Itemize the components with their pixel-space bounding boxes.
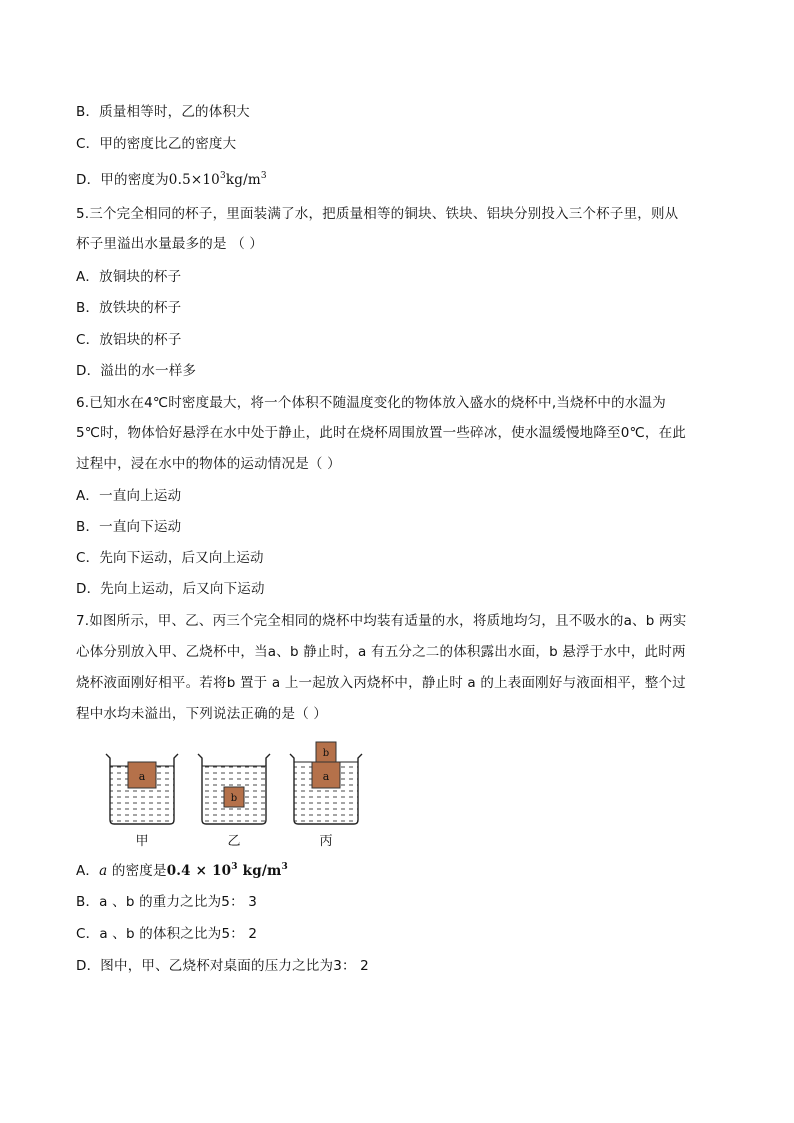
block-b-yi-label: b [230,793,238,804]
q5-stem-line2: 杯子里溢出水量最多的是 （ ） [76,236,264,252]
q7-option-d: D．图中，甲、乙烧杯对桌面的压力之比为3： 2 [76,958,369,974]
q7-stem-line2: 心体分别放入甲、乙烧杯中，当a、b 静止时，a 有五分之二的体积露出水面，b 悬浮于水中，此时两 [76,644,686,660]
q4-option-d [76,171,267,189]
label-jia: 甲 [135,834,149,849]
label-yi: 乙 [227,834,241,849]
q6-stem-line1: 6.已知水在4℃时密度最大，将一个体积不随温度变化的物体放入盛水的烧杯中,当烧杯中的水温为 [76,395,666,411]
q6-option-b: B．一直向下运动 [76,519,182,535]
q7-option-c: C．a 、b 的体积之比为5： 2 [76,926,258,942]
q7-option-b: B．a 、b 的重力之比为5： 3 [76,894,258,910]
q7-option-a-prefix: A． [76,863,100,879]
q4-option-d-unit-exp: 3 [260,171,267,181]
q7-stem-line1: 7.如图所示，甲、乙、丙三个完全相同的烧杯中均装有适量的水，将质地均匀，且不吸水的a、b 两实 [76,613,687,629]
q5-option-a: A．放铜块的杯子 [76,269,182,285]
q7-option-a-exp: 3 [231,862,238,872]
q4-option-d-exp: 3 [219,171,226,181]
q7-option-a [76,862,288,880]
label-bing: 丙 [319,834,333,849]
q7-stem-line3: 烧杯液面刚好相平。若将b 置于 a 上一起放入丙烧杯中，静止时 a 的上表面刚好与液面相平，整个过 [76,675,686,691]
q7-option-a-value: 0.4 × 10 [166,863,232,879]
beaker-bing [290,742,362,824]
beakers-diagram [100,740,370,832]
q4-option-c: C．甲的密度比乙的密度大 [76,136,237,152]
q7-option-a-var: a [99,863,108,879]
beaker-jia [106,754,178,824]
q6-option-d: D．先向上运动，后又向下运动 [76,581,265,597]
q4-option-d-value: 0.5×10 [168,172,220,188]
q5-option-b: B．放铁块的杯子 [76,300,182,316]
block-a-jia-label: a [138,770,146,783]
q6-stem-line2: 5℃时，物体恰好悬浮在水中处于静止，此时在烧杯周围放置一些碎冰，使水温缓慢地降至0℃，在此 [76,425,686,441]
block-b-bing-label: b [322,748,330,759]
q6-option-a: A．一直向上运动 [76,488,182,504]
q5-option-d: D．溢出的水一样多 [76,363,197,379]
q7-option-a-unit: kg/m [237,863,282,879]
q5-stem-line1: 5.三个完全相同的杯子，里面装满了水，把质量相等的铜块、铁块、铝块分别投入三个杯子里，则从 [76,206,679,222]
block-a-bing-label: a [322,770,330,783]
q6-stem-line3: 过程中，浸在水中的物体的运动情况是（ ） [76,456,341,472]
q7-option-a-unit-exp: 3 [281,862,288,872]
q5-option-c: C．放铝块的杯子 [76,332,182,348]
q7-stem-line4: 程中水均未溢出，下列说法正确的是（ ） [76,706,328,722]
beaker-yi [198,754,270,824]
q6-option-c: C．先向下运动，后又向上运动 [76,550,264,566]
q4-option-b: B．质量相等时，乙的体积大 [76,104,250,120]
q4-option-d-prefix: D．甲的密度为 [76,172,169,188]
beakers-figure [100,740,370,852]
q4-option-d-unit: kg/m [225,172,261,188]
q7-option-a-mid: 的密度是 [107,863,167,879]
